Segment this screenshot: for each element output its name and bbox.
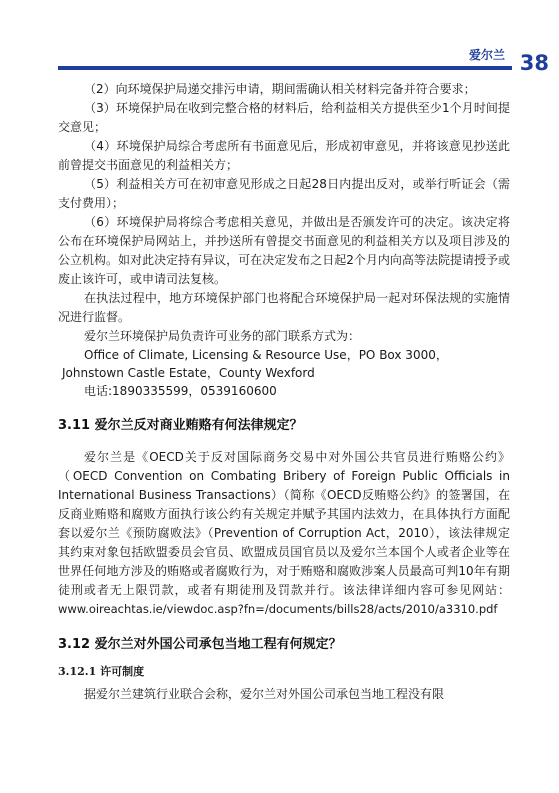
section-3-12-body: 据爱尔兰建筑行业联合会称，爱尔兰对外国公司承包当地工程没有限	[84, 687, 445, 701]
procedure-step-4: （4）环境保护局综合考虑所有书面意见后，形成初审意见，并将该意见抄送此前曾提交书面意见的利益相关方；	[58, 139, 510, 172]
header-country-label: 爱尔兰	[468, 48, 505, 62]
contact-address-line-2: Johnstown Castle Estate，County Wexford	[62, 366, 315, 380]
contact-block	[58, 346, 510, 400]
section-3-11-title: 3.11 爱尔兰反对商业贿赂有何法律规定？	[58, 418, 303, 433]
procedure-step-3: （3）环境保护局在收到完整合格的材料后，给利益相关方提供至少1个月时间提交意见；	[58, 101, 510, 134]
section-3-12-title: 3.12 爱尔兰对外国公司承包当地工程有何规定？	[58, 637, 342, 652]
page-content	[58, 80, 510, 704]
header-rule	[58, 66, 512, 70]
enforcement-paragraph: 在执法过程中，地方环境保护部门也将配合环境保护局一起对环保法规的实施情况进行监督。	[58, 291, 510, 324]
section-3-11-body	[58, 448, 510, 619]
contact-intro: 爱尔兰环境保护局负责许可业务的部门联系方式为：	[84, 329, 361, 343]
subsection-3-12-1-title: 3.12.1 许可制度	[58, 665, 145, 678]
procedure-step-5: （5）利益相关方可在初审意见形成之日起28日内提出反对，或举行听证会（需支付费用）；	[58, 177, 510, 210]
procedure-step-2: （2）向环境保护局递交排污申请，期间需确认相关材料完备并符合要求；	[84, 82, 476, 96]
contact-address-line-1: Office of Climate, Licensing & Resource Use，PO Box 3000，	[84, 348, 448, 362]
page-number: 38	[519, 51, 549, 75]
procedure-step-6: （6）环境保护局将综合考虑相关意见，并做出是否颁发许可的决定。该决定将公布在环境保护局网站上，并抄送所有曾提交书面意见的利益相关方以及项目涉及的公立机构。如对此决定持有异议，可在决定发布之日起2个月内向高等法院提请授予或废止该许可，或申请司法复核。	[58, 215, 510, 286]
contact-phone: 电话:1890335599，0539160600	[84, 384, 277, 398]
section-3-11-url: www.oireachtas.ie/viewdoc.asp?fn=/documents/bills28/acts/2010/a3310.pdf	[58, 602, 498, 616]
section-3-11-text: 爱尔兰是《OECD关于反对国际商务交易中对外国公共官员进行贿赂公约》（OECD Convention on Combating Bribery of Foreign Public Officials in International Business Transactions）（简称《OECD反贿赂公约》的签署国，在反商业贿赂和腐败方面执行该公约有关规定并赋予其国内法效力，在具体执行方面配套以爱尔兰《预防腐败法》（Prevention of Corruption Act，2010），该法律规定其约束对象包括欧盟委员会官员、欧盟成员国官员以及爱尔兰本国个人或者企业等在世界任何地方涉及的贿赂或者腐败行为，对于贿赂和腐败涉案人员最高可判10年有期徒刑或者无上限罚款，或者有期徒刑及罚款并行。该法律详细内容可参见网站：	[58, 450, 510, 597]
